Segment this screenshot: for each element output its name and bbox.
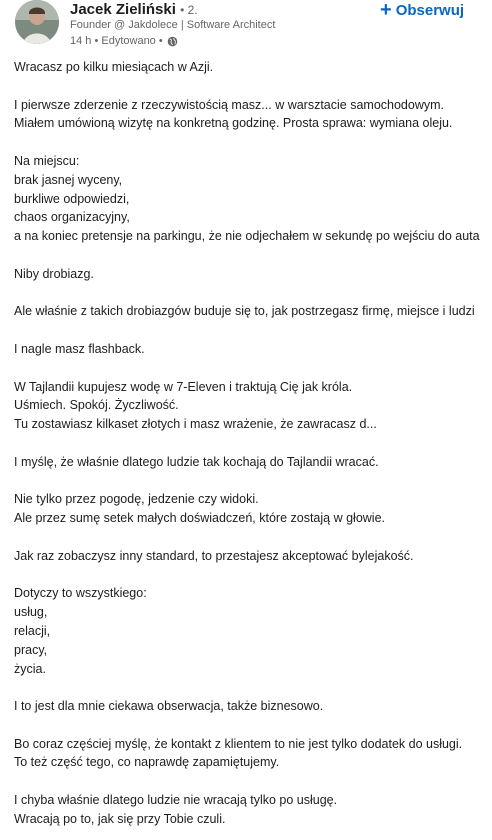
author-name-line[interactable] xyxy=(70,1,198,18)
paragraph-gap xyxy=(14,528,492,547)
post-text-line: I myślę, że właśnie dlatego ludzie tak kochają do Tajlandii wracać. xyxy=(14,454,379,469)
post-text-line: chaos organizacyjny, xyxy=(14,210,130,225)
post-body xyxy=(14,58,492,829)
post-text-line: usług, xyxy=(14,605,48,620)
post-text-line: I nagle masz flashback. xyxy=(14,341,145,356)
post-text-line: Dotyczy to wszystkiego: xyxy=(14,586,147,601)
post-text-line: pracy, xyxy=(14,642,48,657)
paragraph-gap xyxy=(14,246,492,265)
paragraph-gap xyxy=(14,133,492,152)
author-name[interactable]: Jacek Zieliński xyxy=(70,1,176,18)
post-meta xyxy=(70,35,178,47)
post-header xyxy=(0,0,492,56)
post-text-line: Nie tylko przez pogodę, jedzenie czy widoki. xyxy=(14,492,259,507)
paragraph-gap xyxy=(14,77,492,96)
post-text-line: Ale przez sumę setek małych doświadczeń, które zostają w głowie. xyxy=(14,511,385,526)
paragraph-gap xyxy=(14,772,492,791)
post-text-line: W Tajlandii kupujesz wodę w 7-Eleven i traktują Cię jak króla. xyxy=(14,379,353,394)
post-text-line: Tu zostawiasz kilkaset złotych i masz wrażenie, że zawracasz d... xyxy=(14,417,377,432)
post-text-line: Jak raz zobaczysz inny standard, to przestajesz akceptować bylejakość. xyxy=(14,548,414,563)
paragraph-gap xyxy=(14,566,492,585)
paragraph-gap xyxy=(14,472,492,491)
globe-icon xyxy=(167,36,178,47)
post-text-line: I to jest dla mnie ciekawa obserwacja, także biznesowo. xyxy=(14,699,324,714)
post-text-line: życia. xyxy=(14,661,46,676)
connection-degree: • 2. xyxy=(180,3,198,17)
post-text-line: I chyba właśnie dlatego ludzie nie wracają tylko po usługę. xyxy=(14,793,338,808)
avatar-photo xyxy=(15,0,59,44)
post-text-line: Bo coraz częściej myślę, że kontakt z klientem to nie jest tylko dodatek do usługi. xyxy=(14,736,463,751)
post-text-line: I pierwsze zderzenie z rzeczywistością masz... w warsztacie samochodowym. xyxy=(14,97,444,112)
follow-label: Obserwuj xyxy=(395,1,465,19)
post-text-line: burkliwe odpowiedzi, xyxy=(14,191,130,206)
paragraph-gap xyxy=(14,359,492,378)
post-text-line: Wracasz po kilku miesiącach w Azji. xyxy=(14,60,214,74)
paragraph-gap xyxy=(14,284,492,303)
paragraph-gap xyxy=(14,434,492,453)
post-time-edited: 14 h • Edytowano • xyxy=(70,35,163,47)
post-text-line: brak jasnej wyceny, xyxy=(14,172,123,187)
post-text-line: Niby drobiazg. xyxy=(14,266,94,281)
author-avatar[interactable] xyxy=(15,0,59,44)
post-text-line: Ale właśnie z takich drobiazgów buduje się to, jak postrzegasz firmę, miejsce i ludzi xyxy=(14,304,475,319)
paragraph-gap xyxy=(14,716,492,735)
paragraph-gap xyxy=(14,678,492,697)
post-text-line: Miałem umówioną wizytę na konkretną godzinę. Prosta sprawa: wymiana oleju. xyxy=(14,116,453,131)
post-text-line: a na koniec pretensje na parkingu, że nie odjechałem w sekundę po wejściu do auta xyxy=(14,229,480,244)
post-text-line: relacji, xyxy=(14,623,51,638)
post-text-line: Wracają po to, jak się przy Tobie czuli. xyxy=(14,811,226,826)
plus-icon: + xyxy=(380,0,392,21)
paragraph-gap xyxy=(14,321,492,340)
post-text-line: Na miejscu: xyxy=(14,153,80,168)
follow-button[interactable] xyxy=(380,0,464,20)
post-text-line: To też część tego, co naprawdę zapamiętujemy. xyxy=(14,755,280,770)
author-headline: Founder @ Jakdolece | Software Architect xyxy=(70,19,276,31)
post-text-line: Uśmiech. Spokój. Życzliwość. xyxy=(14,398,179,413)
